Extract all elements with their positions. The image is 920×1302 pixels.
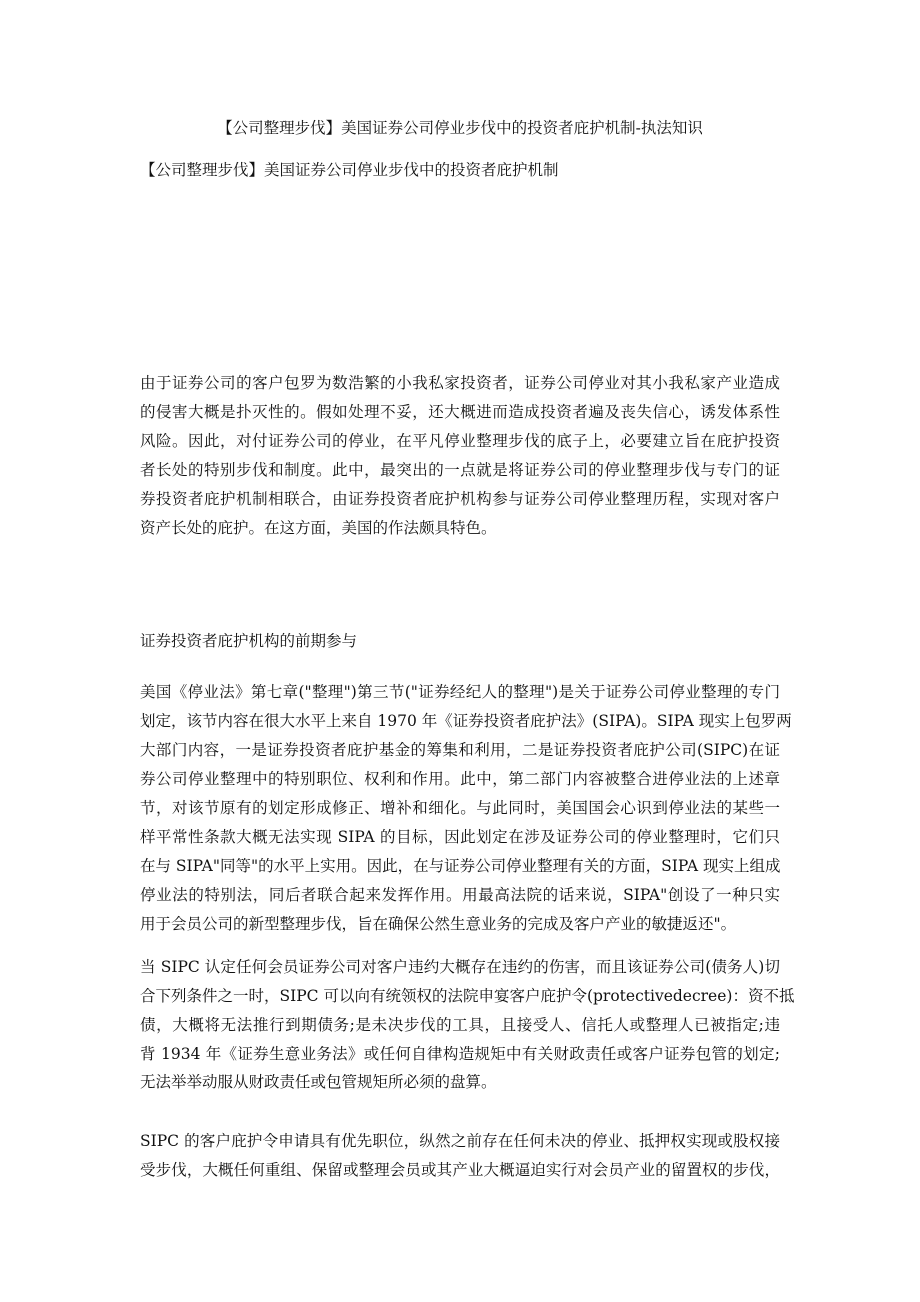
text-line: SIPC 的客户庇护令申请具有优先职位，纵然之前存在任何未决的停业、抵押权实现或股权接 [140,1132,780,1150]
text-line: 美国《停业法》第七章("整理")第三节("证券经纪人的整理")是关于证券公司停业整理的专门 [140,683,780,701]
text-line: 者长处的特别步伐和制度。此中，最突出的一点就是将证券公司的停业整理步伐与专门的证 [140,461,780,479]
text-line: 合下列条件之一时，SIPC 可以向有统领权的法院申宴客户庇护令(protectivedecree)：资不抵 [140,987,795,1005]
document-subtitle: 【公司整理步伐】美国证券公司停业步伐中的投资者庇护机制 [140,161,559,179]
text-line: 当 SIPC 认定任何会员证券公司对客户违约大概存在违约的伤害，而且该证券公司(债务人)切 [140,958,780,976]
document-title: 【公司整理步伐】美国证券公司停业步伐中的投资者庇护机制-执法知识 [217,119,703,137]
text-line: 样平常性条款大概无法实现 SIPA 的目标，因此划定在涉及证券公司的停业整理时，它们只 [140,828,780,846]
text-line: 划定，该节内容在很大水平上来自 1970 年《证券投资者庇护法》(SIPA)。SIPA 现实上包罗两 [140,712,792,730]
text-line: 券投资者庇护机制相联合，由证券投资者庇护机构参与证券公司停业整理历程，实现对客户 [140,490,780,508]
text-line: 无法举举动服从财政责任或包管规矩所必须的盘算。 [140,1073,497,1091]
text-line: 债，大概将无法推行到期债务;是未决步伐的工具，且接受人、信托人或整理人已被指定;违 [140,1016,780,1034]
text-line: 券公司停业整理中的特别职位、权利和作用。此中，第二部门内容被整合进停业法的上述章 [140,770,780,788]
text-line: 在与 SIPA"同等"的水平上实用。因此，在与证券公司停业整理有关的方面，SIPA 现实上组成 [140,857,781,875]
text-line: 节，对该节原有的划定形成修正、增补和细化。与此同时，美国国会心识到停业法的某些一 [140,799,780,817]
text-line: 的侵害大概是扑灭性的。假如处理不妥，还大概进而造成投资者遍及丧失信心，诱发体系性 [140,403,780,421]
text-line: 受步伐，大概任何重组、保留或整理会员或其产业大概逼迫实行对会员产业的留置权的步伐， [140,1161,780,1179]
text-line: 用于会员公司的新型整理步伐，旨在确保公然生意业务的完成及客户产业的敏捷返还"。 [140,915,737,933]
text-line: 风险。因此，对付证券公司的停业，在平凡停业整理步伐的底子上，必要建立旨在庇护投资 [140,432,780,450]
text-line: 背 1934 年《证券生意业务法》或任何自律构造规矩中有关财政责任或客户证券包管的划定; [140,1045,780,1063]
text-line: 停业法的特别法，同后者联合起来发挥作用。用最高法院的话来说，SIPA"创设了一种只实 [140,886,780,904]
text-line: 大部门内容，一是证券投资者庇护基金的筹集和利用，二是证券投资者庇护公司(SIPC)在证 [140,741,780,759]
text-line: 由于证券公司的客户包罗为数浩繁的小我私家投资者，证券公司停业对其小我私家产业造成 [140,374,780,392]
section-heading: 证券投资者庇护机构的前期参与 [140,632,358,650]
text-line: 资产长处的庇护。在这方面，美国的作法颇具特色。 [140,519,497,537]
